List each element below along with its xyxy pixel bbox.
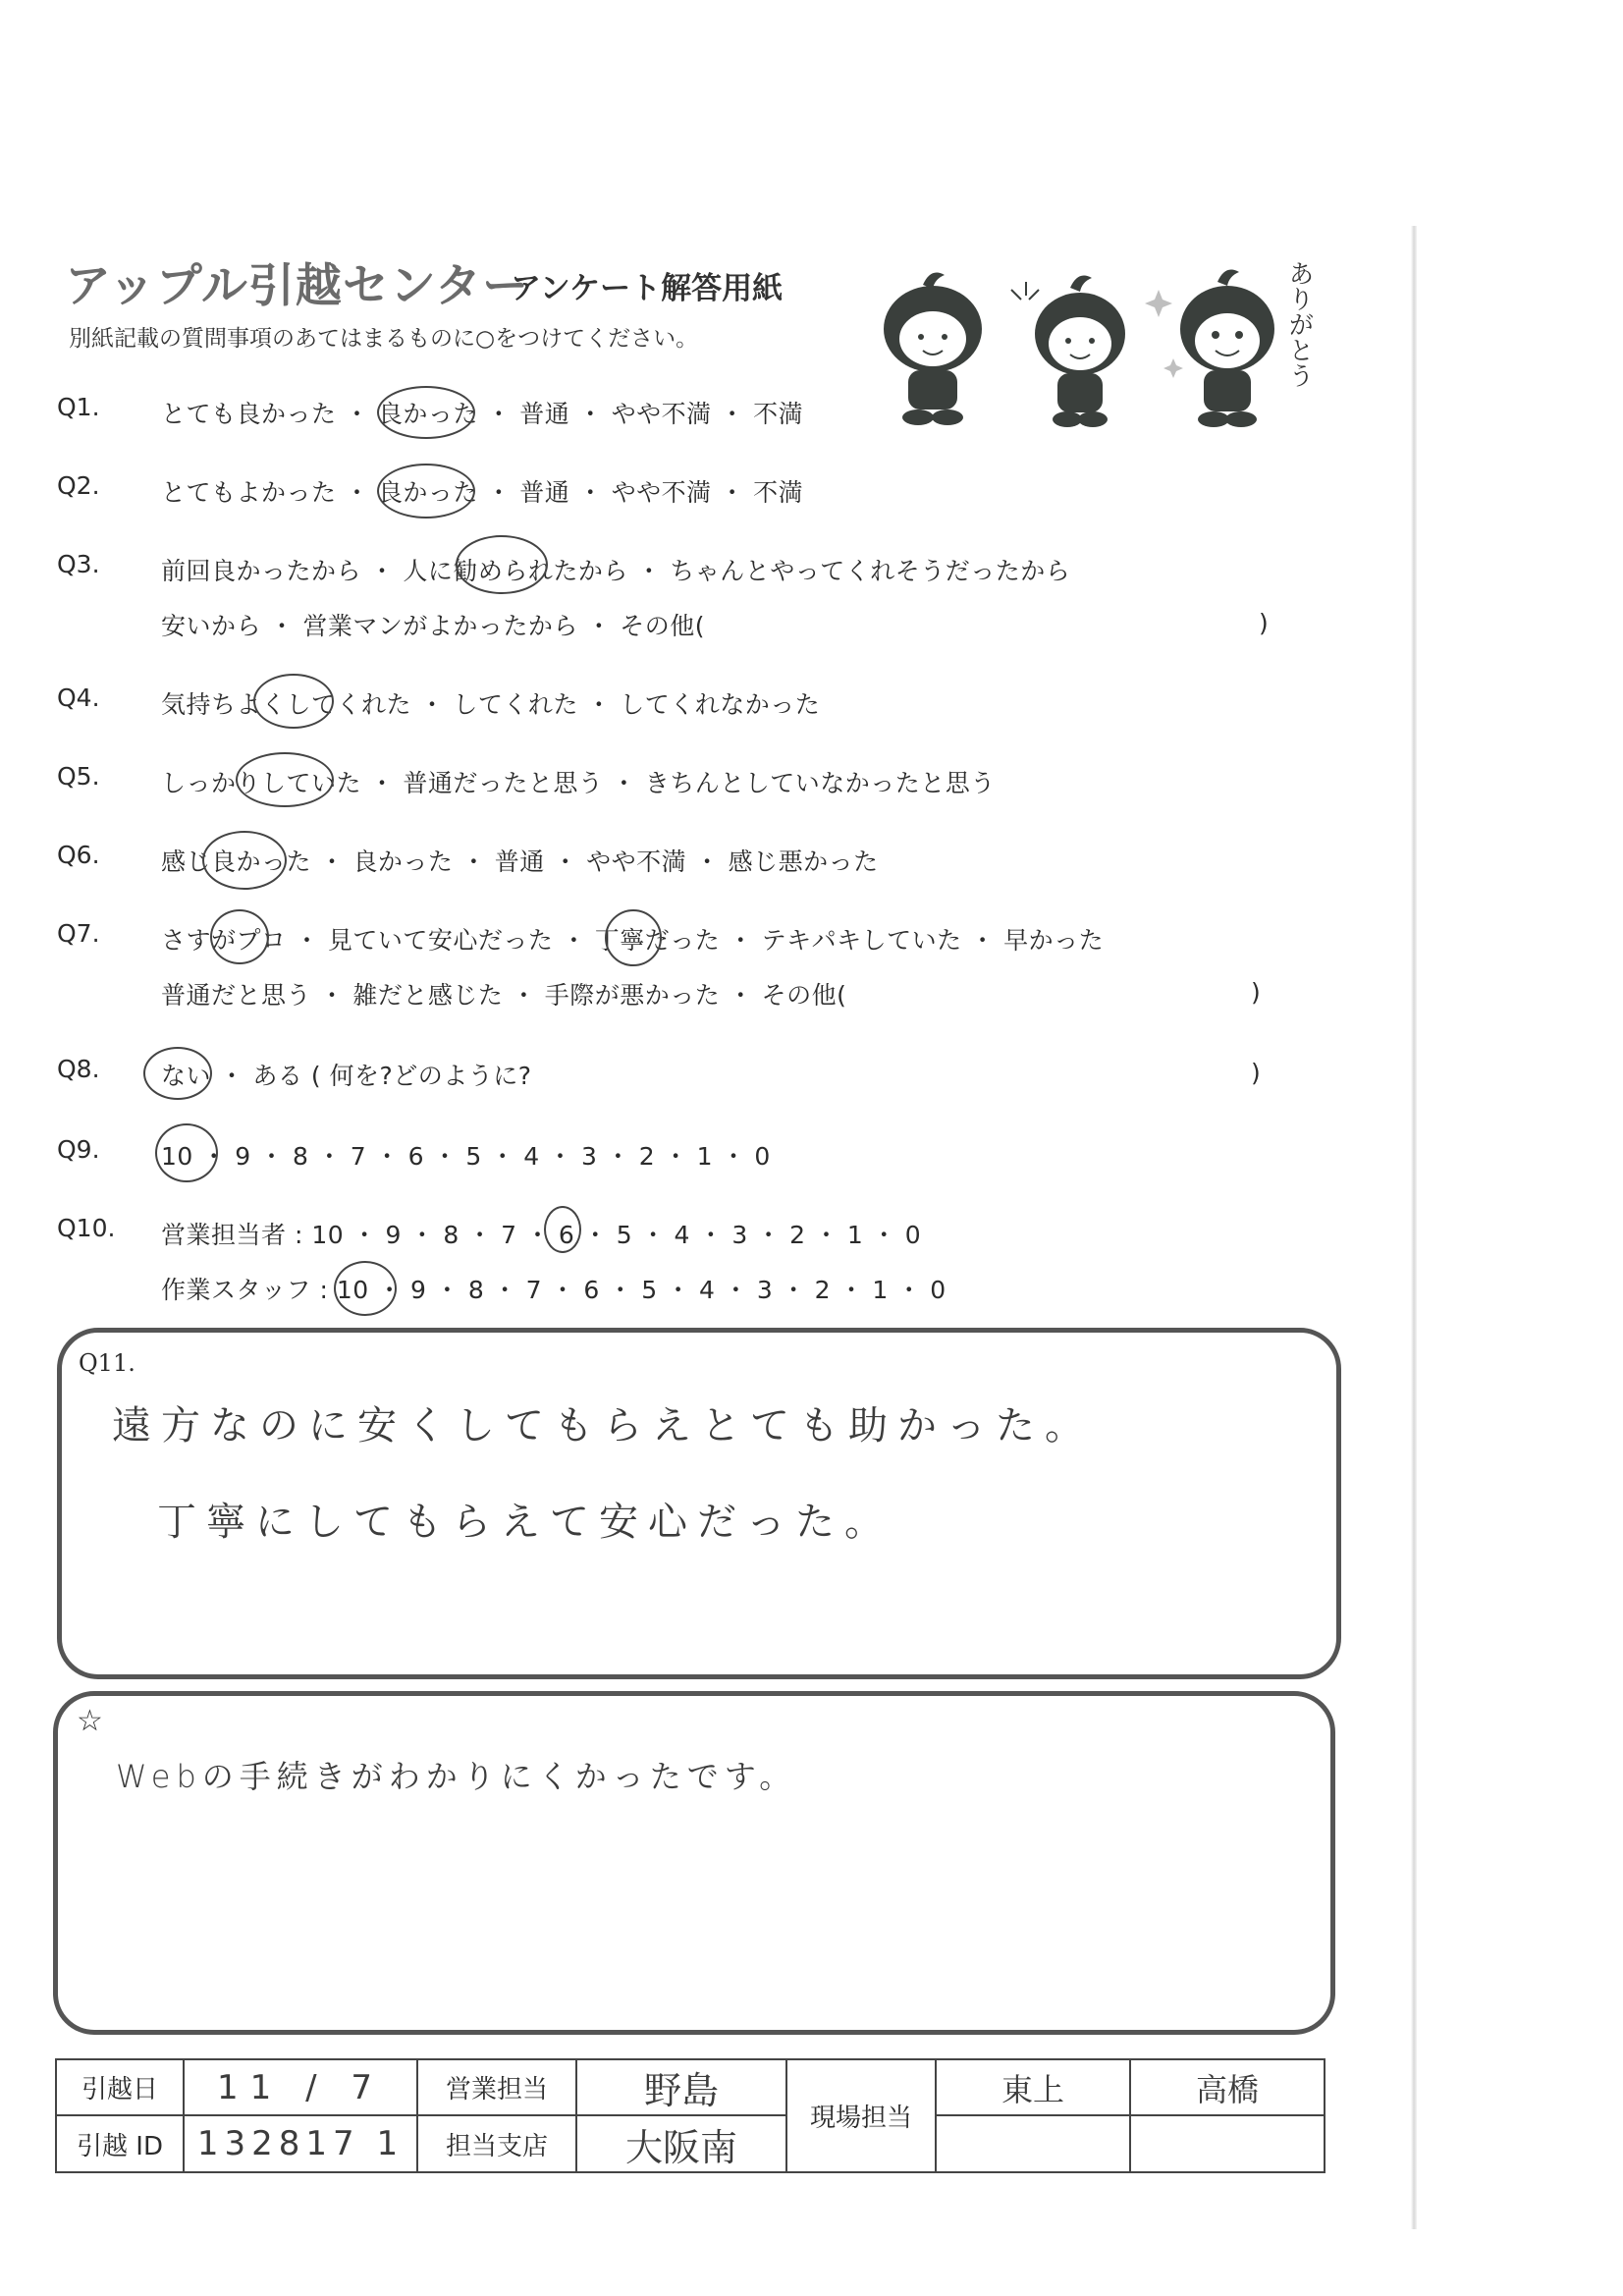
- q8-label: Q8.: [57, 1055, 100, 1083]
- q10-sales-options: 営業担当者 : 10 ・ 9 ・ 8 ・ 7 ・ 6 ・ 5 ・ 4 ・ 3 ・ 2 ・ 1 ・ 0: [161, 1221, 922, 1249]
- q8-close-paren: ): [1251, 1059, 1261, 1087]
- q1-answer-circle: [377, 386, 475, 439]
- comment-handwritten: Webの手続きがわかりにくかったです。: [116, 1758, 797, 1795]
- q5-answer-circle: [236, 752, 334, 807]
- q2-answer-circle: [377, 464, 475, 519]
- q9-label: Q9.: [57, 1135, 100, 1164]
- branch-value: 大阪南: [576, 2115, 786, 2172]
- q9-options: 10 ・ 9 ・ 8 ・ 7 ・ 6 ・ 5 ・ 4 ・ 3 ・ 2 ・ 1 ・ 0: [161, 1142, 771, 1171]
- q11-handwritten-line1: 遠方なのに安くしてもらえとても助かった。: [112, 1403, 1094, 1449]
- sales-label: 営業担当: [417, 2059, 576, 2115]
- q11-label: Q11.: [79, 1349, 135, 1377]
- q8-options: ない ・ ある ( 何を?どのように?: [161, 1062, 532, 1090]
- move-id-label: 引越 ID: [56, 2115, 184, 2172]
- q3-answer-circle: [456, 535, 548, 594]
- instruction-text: 別紙記載の質問事項のあてはまるものに○をつけてください。: [69, 326, 699, 352]
- q3-close-paren: ): [1259, 609, 1269, 637]
- mascot-caption: ありがとう: [1284, 260, 1314, 388]
- mascot-illustration: [864, 260, 1316, 447]
- q9-answer-circle: [155, 1123, 218, 1182]
- site-value-3: [936, 2115, 1130, 2172]
- comment-box: [53, 1691, 1335, 2035]
- q1-options: とても良かった ・ 良かった ・ 普通 ・ やや不満 ・ 不満: [161, 400, 804, 428]
- q1-label: Q1.: [57, 393, 100, 421]
- site-value-4: [1130, 2115, 1325, 2172]
- move-date-value: 11 / 7: [184, 2059, 417, 2115]
- q7-label: Q7.: [57, 919, 100, 948]
- q7-options-line2: 普通だと思う ・ 雑だと感じた ・ 手際が悪かった ・ その他(: [161, 981, 847, 1010]
- q10-staff-options: 作業スタッフ : 10 ・ 9 ・ 8 ・ 7 ・ 6 ・ 5 ・ 4 ・ 3 ・ 2 ・ 1 ・ 0: [161, 1276, 947, 1304]
- q6-label: Q6.: [57, 841, 100, 869]
- site-value-1: 東上: [936, 2059, 1130, 2115]
- q10-sales-answer-circle: [544, 1206, 581, 1253]
- q4-label: Q4.: [57, 683, 100, 712]
- brand-title: アップル引越センター: [65, 259, 529, 313]
- move-date-label: 引越日: [56, 2059, 184, 2115]
- q7-options-line1: さすがプロ ・ 見ていて安心だった ・ 丁寧だった ・ テキパキしていた ・ 早かった: [161, 926, 1105, 955]
- q4-options: 気持ちよくしてくれた ・ してくれた ・ してくれなかった: [161, 690, 821, 719]
- q11-handwritten-line2: 丁寧にしてもらえて安心だった。: [157, 1500, 893, 1545]
- q7-answer-circle-1: [210, 909, 269, 964]
- branch-label: 担当支店: [417, 2115, 576, 2172]
- site-label: 現場担当: [786, 2059, 936, 2172]
- q3-label: Q3.: [57, 550, 100, 578]
- move-id-value: 132817 1: [184, 2115, 417, 2172]
- q5-options: しっかりしていた ・ 普通だったと思う ・ きちんとしていなかったと思う: [161, 769, 996, 797]
- q4-answer-circle: [253, 674, 334, 729]
- q6-options: 感じ良かった ・ 良かった ・ 普通 ・ やや不満 ・ 感じ悪かった: [161, 847, 879, 876]
- q10-staff-answer-circle: [334, 1261, 397, 1316]
- sales-value: 野島: [576, 2059, 786, 2115]
- q10-label: Q10.: [57, 1214, 116, 1242]
- form-subtitle: アンケート解答用紙: [511, 271, 784, 306]
- q8-answer-circle: [143, 1047, 212, 1100]
- q3-options-line1: 前回良かったから ・ 人に勧められたから ・ ちゃんとやってくれそうだったから: [161, 557, 1071, 585]
- q5-label: Q5.: [57, 762, 100, 791]
- move-info-table: [55, 2058, 1325, 2173]
- q2-options: とてもよかった ・ 良かった ・ 普通 ・ やや不満 ・ 不満: [161, 478, 804, 507]
- q6-answer-circle: [202, 831, 287, 890]
- q2-label: Q2.: [57, 471, 100, 500]
- q3-options-line2: 安いから ・ 営業マンがよかったから ・ その他(: [161, 612, 706, 640]
- star-label: ☆: [77, 1704, 103, 1738]
- page-edge-shadow: [1411, 226, 1417, 2229]
- q7-answer-circle-2: [605, 909, 662, 966]
- q7-close-paren: ): [1251, 978, 1261, 1007]
- site-value-2: 高橋: [1130, 2059, 1325, 2115]
